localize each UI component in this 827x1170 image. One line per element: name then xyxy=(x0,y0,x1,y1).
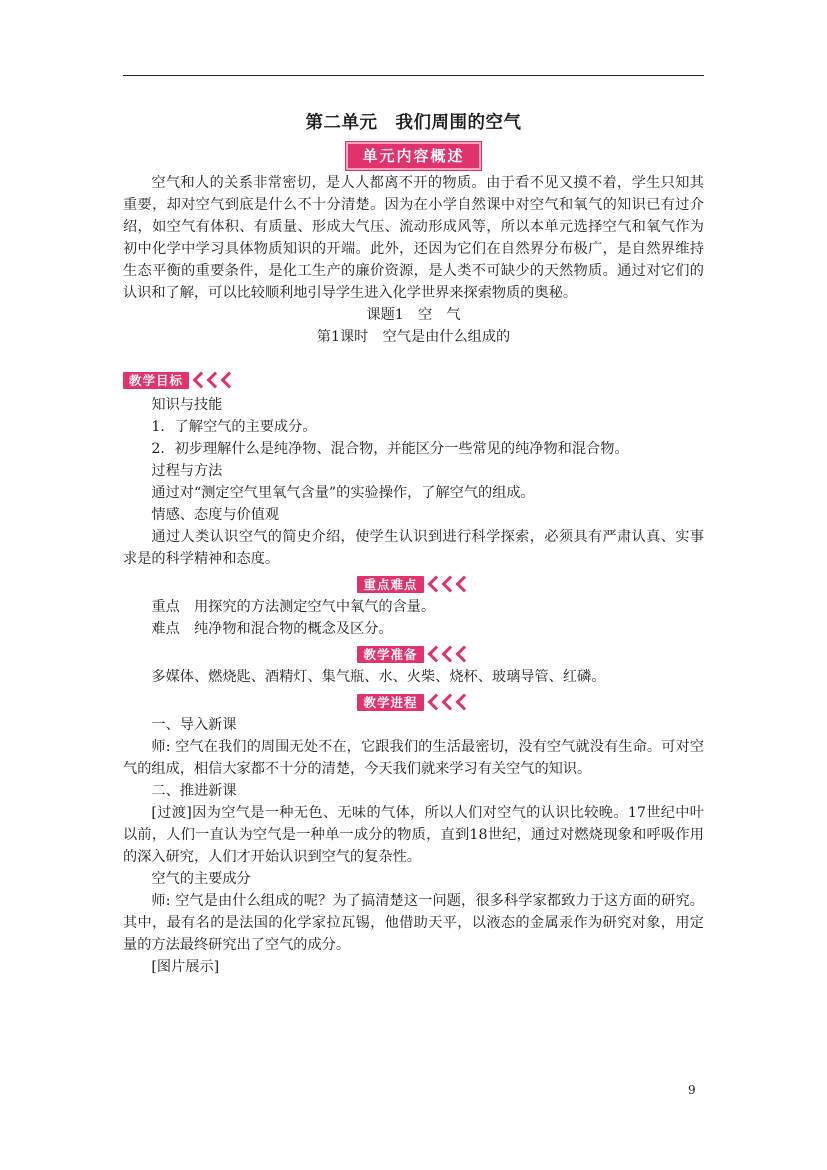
lesson-period: 第1课时 空气是由什么组成的 xyxy=(316,329,511,345)
overview-paragraph: 空气和人的关系非常密切，是人人都离不开的物质。由于看不见又摸不着，学生只知其重要，却对空气到底是什么不十分清楚。因为在小学自然课中对空气和氧气的知识已有过介绍，如空气有体积、有质量、形成大气压、流动形成风等，所以本单元选择空气和氧气作为初中化学中学习具体物质知识的开端。此外，还因为它们在自然界分布极广，是自然界维持生态平衡的重要条件，是化工生产的廉价资源，是人类不可缺少的天然物质。通过对它们的认识和了解，可以比较顺利地引导学生进入化学世界来探索物质的奥秘。 xyxy=(123,175,704,301)
step-1-text: 师: 空气在我们的周围无处不在，它跟我们的生活最密切，没有空气就没有生命。可对空气的组成，相信大家都不十分的清楚，今天我们就来学习有关空气的知识。 xyxy=(123,739,704,777)
lesson-topic: 课题1 空 气 xyxy=(366,307,461,323)
chevron-left-icon xyxy=(428,648,470,660)
chevron-left-icon xyxy=(428,696,470,708)
preparation-header xyxy=(123,642,704,666)
document-body xyxy=(123,110,704,978)
process-heading: 过程与方法 xyxy=(151,463,223,479)
chevron-left-icon xyxy=(193,374,235,386)
header-rule xyxy=(123,75,704,76)
objective-item-1: 1．了解空气的主要成分。 xyxy=(151,419,317,435)
attitude-text: 通过人类认识空气的简史介绍，使学生认识到进行科学探索，必须具有严肃认真、实事求是的科学精神和态度。 xyxy=(123,529,704,567)
step-1-heading: 一、导入新课 xyxy=(151,717,237,733)
process-tag: 教学进程 xyxy=(357,694,423,711)
chevron-left-icon xyxy=(428,578,470,590)
page-number: 9 xyxy=(688,1083,696,1097)
preparation-text: 多媒体、燃烧匙、酒精灯、集气瓶、水、火柴、烧杯、玻璃导管、红磷。 xyxy=(151,669,606,685)
objectives-header xyxy=(123,366,704,394)
unit-title-name: 我们周围的空气 xyxy=(395,113,522,133)
unit-title xyxy=(123,110,704,136)
key-point: 重点 用探究的方法测定空气中氧气的含量。 xyxy=(151,599,436,615)
objectives-tag: 教学目标 xyxy=(123,372,189,389)
objective-item-2: 2．初步理解什么是纯净物、混合物，并能区分一些常见的纯净物和混合物。 xyxy=(151,441,629,457)
attitude-heading: 情感、态度与价值观 xyxy=(151,507,280,523)
difficulty-point: 难点 纯净物和混合物的概念及区分。 xyxy=(151,621,393,637)
unit-title-number: 第二单元 xyxy=(305,113,378,133)
overview-banner: 单元内容概述 xyxy=(346,142,480,170)
step-2-heading: 二、推进新课 xyxy=(151,783,237,799)
teacher-text: 师: 空气是由什么组成的呢？为了搞清楚这一问题，很多科学家都致力于这方面的研究。其中，最有名的是法国的化学家拉瓦锡，他借助天平，以液态的金属汞作为研究对象，用定量的方法最终研究出了空气的成分。 xyxy=(123,893,704,953)
knowledge-heading: 知识与技能 xyxy=(151,397,223,413)
preparation-tag: 教学准备 xyxy=(357,646,423,663)
key-points-tag: 重点难点 xyxy=(357,576,423,593)
process-text: 通过对“测定空气里氧气含量”的实验操作，了解空气的组成。 xyxy=(151,485,535,501)
process-section-header xyxy=(123,690,704,714)
main-components-heading: 空气的主要成分 xyxy=(151,871,251,887)
transition-text: [过渡]因为空气是一种无色、无味的气体，所以人们对空气的认识比较晚。17世纪中叶以前，人们一直认为空气是一种单一成分的物质，直到18世纪，通过对燃烧现象和呼吸作用的深入研究，人们才开始认识到空气的复杂性。 xyxy=(123,805,704,865)
picture-note: [图片展示] xyxy=(151,959,220,975)
key-points-header xyxy=(123,572,704,596)
